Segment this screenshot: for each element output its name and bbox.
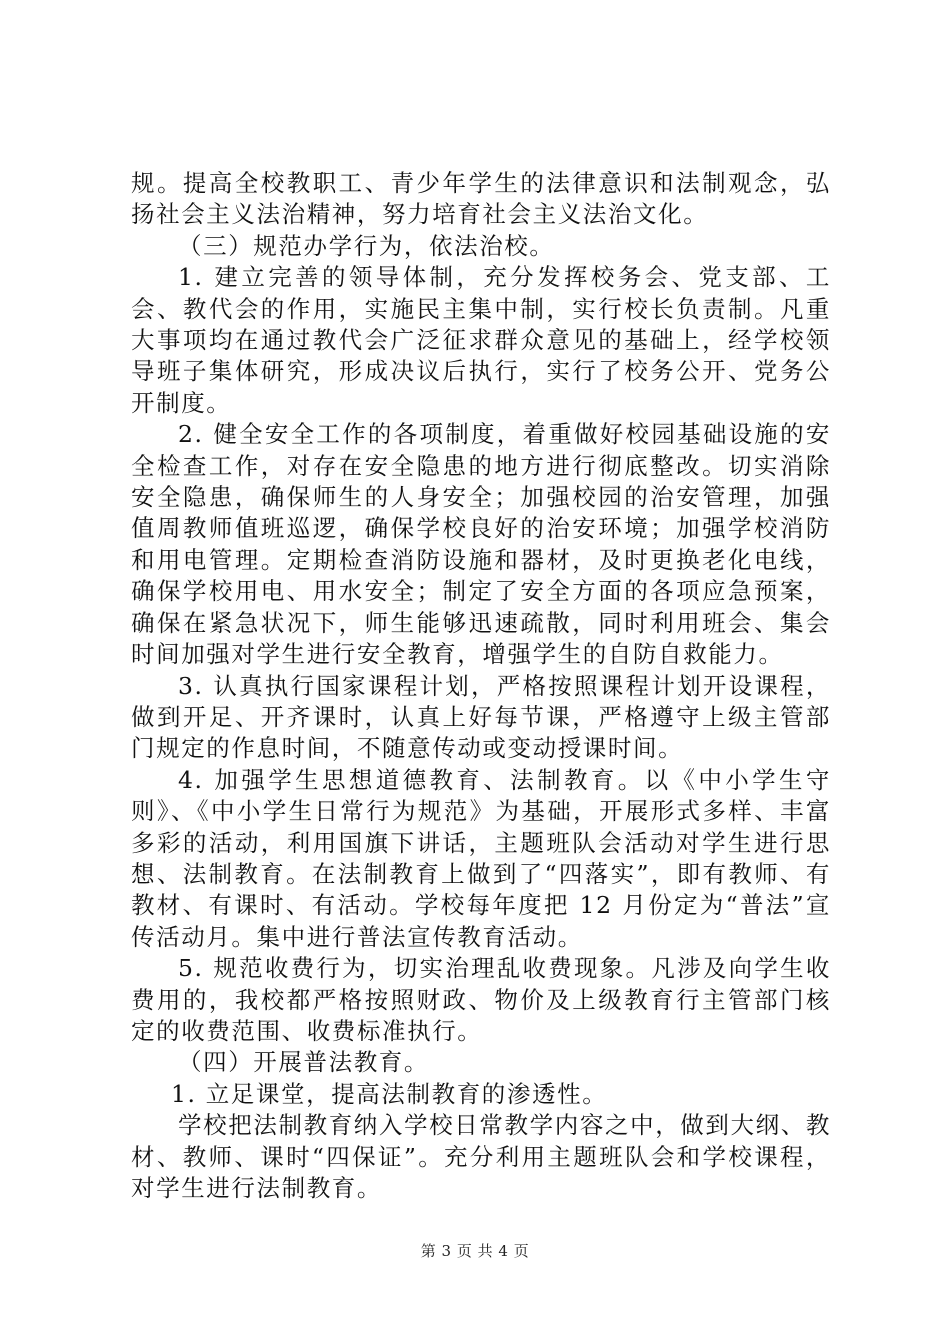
paragraph-body: 学校把法制教育纳入学校日常教学内容之中，做到大纲、教材、教师、课时“四保证”。充分利用主题班队会和学校课程，对学生进行法制教育。: [131, 1111, 831, 1202]
section-heading-4: （四）开展普法教育。: [178, 1048, 429, 1077]
section-heading-3: （三）规范办学行为，依法治校。: [178, 231, 555, 260]
paragraph-item-4: 4. 加强学生思想道德教育、法制教育。以《中小学生守则》、《中小学生日常行为规范》为基础，开展形式多样、丰富多彩的活动，利用国旗下讲话，主题班队会活动对学生进行思想、法制教育。在法制教育上做到了“四落实”，即有教师、有教材、有课时、有活动。学校每年度把 12 月份定为“普法”宣传活动月。集中进行普法宣传教育活动。: [131, 765, 831, 951]
document-body: [131, 168, 831, 1204]
paragraph-item-5: 5. 规范收费行为，切实治理乱收费现象。凡涉及向学生收费用的，我校都严格按照财政、物价及上级教育行主管部门核定的收费范围、收费标准执行。: [131, 954, 831, 1045]
paragraph-item-3: 3. 认真执行国家课程计划，严格按照课程计划开设课程，做到开足、开齐课时，认真上好每节课，严格遵守上级主管部门规定的作息时间，不随意传动或变动授课时间。: [131, 671, 831, 763]
paragraph-continuation: 规。提高全校教职工、青少年学生的法律意识和法制观念，弘扬社会主义法治精神，努力培育社会主义法治文化。: [131, 169, 831, 229]
paragraph-item-2: 2. 健全安全工作的各项制度，着重做好校园基础设施的安全检查工作，对存在安全隐患的地方进行彻底整改。切实消除安全隐患，确保师生的人身安全；加强校园的治安管理，加强值周教师值班巡逻，确保学校良好的治安环境；加强学校消防和用电管理。定期检查消防设施和器材，及时更换老化电线，确保学校用电、用水安全；制定了安全方面的各项应急预案，确保在紧急状况下，师生能够迅速疏散，同时利用班会、集会时间加强对学生进行安全教育，增强学生的自防自救能力。: [131, 420, 831, 669]
paragraph-item-1: 1. 建立完善的领导体制，充分发挥校务会、党支部、工会、教代会的作用，实施民主集中制，实行校长负责制。凡重大事项均在通过教代会广泛征求群众意见的基础上，经学校领导班子集体研究，形成决议后执行，实行了校务公开、党务公开制度。: [131, 263, 831, 417]
subheading-item-1: 1. 立足课堂，提高法制教育的渗透性。: [171, 1079, 608, 1108]
page-footer: 第 3 页 共 4 页: [420, 1242, 530, 1260]
